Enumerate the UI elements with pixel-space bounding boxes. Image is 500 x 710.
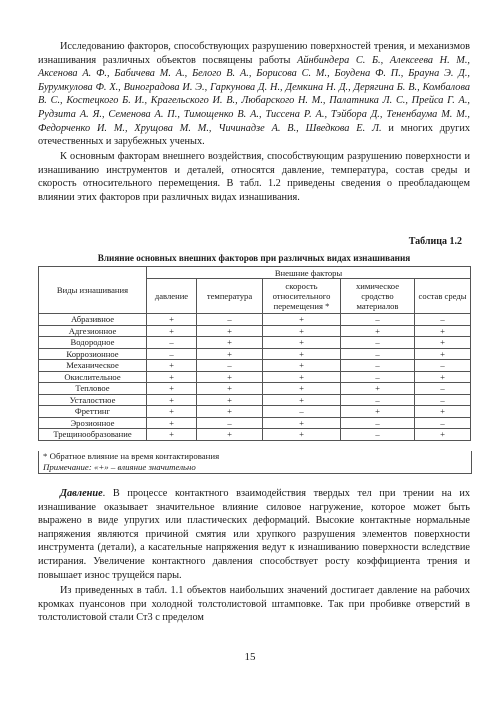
- factor-value-cell: +: [147, 371, 197, 383]
- column-header-factor: химическое сродство материалов: [341, 279, 415, 314]
- table-row: [39, 371, 471, 383]
- factor-value-cell: –: [415, 383, 471, 395]
- factor-value-cell: –: [415, 417, 471, 429]
- factor-value-cell: –: [415, 394, 471, 406]
- factor-value-cell: +: [415, 325, 471, 337]
- pressure-text: . В процессе контактного взаимодействия твердых тел при трении на их изнашивание оказывает значительное влияние силовое нагружение, которое может быть выражено в виде упругих или пластических деформаций. Высокие контактные нормальные напряжения являются причиной смятия или хрупкого разрушения элементов поверхности инструмента (детали), а касательные напряжения ведут к изнашиванию поверхности вследствие истирания. Увеличение контактного давления способствует росту коэффициента трения и повышает износ трущейся пары.: [38, 488, 470, 581]
- factor-value-cell: –: [341, 314, 415, 326]
- wear-type-cell: Усталостное: [39, 394, 147, 406]
- table-row: [39, 314, 471, 326]
- wear-type-cell: Тепловое: [39, 383, 147, 395]
- paragraph-factors: [38, 150, 470, 204]
- factor-value-cell: +: [263, 429, 341, 441]
- column-header-factor: температура: [197, 279, 263, 314]
- factor-value-cell: +: [415, 429, 471, 441]
- factor-value-cell: +: [147, 314, 197, 326]
- factor-value-cell: +: [147, 360, 197, 372]
- table-row: [39, 429, 471, 441]
- wear-type-cell: Механическое: [39, 360, 147, 372]
- table-row: [39, 348, 471, 360]
- table-footnote: * Обратное влияние на время контактирования: [43, 451, 220, 461]
- wear-type-cell: Абразивное: [39, 314, 147, 326]
- factor-value-cell: –: [341, 337, 415, 349]
- factor-value-cell: +: [341, 383, 415, 395]
- factor-value-cell: –: [341, 417, 415, 429]
- table-row: [39, 325, 471, 337]
- factor-value-cell: +: [197, 429, 263, 441]
- wear-type-cell: Фреттинг: [39, 406, 147, 418]
- paragraph-intro: [38, 40, 470, 149]
- factor-value-cell: –: [341, 394, 415, 406]
- factor-value-cell: +: [197, 394, 263, 406]
- factor-value-cell: –: [263, 406, 341, 418]
- factor-value-cell: –: [147, 348, 197, 360]
- table-row: [39, 383, 471, 395]
- factor-value-cell: –: [415, 314, 471, 326]
- factor-value-cell: +: [147, 429, 197, 441]
- wear-type-cell: Коррозионное: [39, 348, 147, 360]
- table-row: [39, 360, 471, 372]
- factor-value-cell: +: [147, 325, 197, 337]
- factor-value-cell: +: [197, 383, 263, 395]
- factor-value-cell: –: [415, 360, 471, 372]
- page-number: 15: [244, 651, 256, 663]
- wear-type-cell: Адгезионное: [39, 325, 147, 337]
- table-caption: Таблица 1.2: [408, 236, 462, 247]
- factor-value-cell: –: [341, 348, 415, 360]
- factor-value-cell: +: [147, 383, 197, 395]
- factors-text: К основным факторам внешнего воздействия, способствующим разрушению поверхности и изнашиванию инструментов и деталей, относятся давление, температура, состав среды и скорость относительного перемещения. В табл. 1.2 приведены сведения о преобладающем влиянии этих факторов при различных видах изнашивания.: [38, 151, 470, 203]
- factor-value-cell: –: [197, 360, 263, 372]
- wear-factors-table: [38, 266, 471, 441]
- factor-value-cell: +: [263, 348, 341, 360]
- wear-type-cell: Трещинообразование: [39, 429, 147, 441]
- factor-value-cell: +: [415, 406, 471, 418]
- factor-value-cell: +: [263, 383, 341, 395]
- punching-text: Из приведенных в табл. 1.1 объектов наибольших значений достигает давление на рабочих кромках пуансонов при холодной толстолистовой штамповке. Так при пробивке отверстий в толстолистовой стали Ст3 с пределом: [38, 585, 470, 624]
- authors-list: Айнбиндера С. Б., Алексеева Н. М., Аксенова А. Ф., Бабичева М. А., Белого В. А., Борисова С. М., Боудена Ф. П., Брауна Э. Д., Бурумкулова Ф. Х., Виноградова И. Э., Гаркунова Д. Н., Демкина Н. Д., Дерягина Б. В., Комбалова В. С., Костецкого Б. И., Крагельского И. В., Любарского Н. М., Палатника Л. С., Прейса Г. А., Рудзита А. Я., Семенова А. П., Тимощенко В. А., Тиссена Р. А., Тэйбора Д., Тененбаума М. М., Федорченко И. М., Хрущова М. М., Чичинадзе А. В., Шведкова Е. Л.: [38, 54, 471, 134]
- wear-type-cell: Окислительное: [39, 371, 147, 383]
- paragraph-punching: [38, 584, 470, 625]
- factor-value-cell: –: [341, 371, 415, 383]
- factor-value-cell: +: [197, 348, 263, 360]
- table-row: [39, 337, 471, 349]
- table-title: Влияние основных внешних факторов при различных видах изнашивания: [97, 253, 411, 263]
- wear-type-cell: Эрозионное: [39, 417, 147, 429]
- factor-value-cell: –: [341, 360, 415, 372]
- paragraph-pressure: [38, 487, 470, 582]
- factor-value-cell: +: [197, 337, 263, 349]
- table-row: [39, 406, 471, 418]
- pressure-heading: Давление: [60, 488, 103, 499]
- factor-value-cell: +: [263, 394, 341, 406]
- factor-value-cell: +: [415, 371, 471, 383]
- wear-type-cell: Водородное: [39, 337, 147, 349]
- intro-lead: Исследованию факторов, способствующих разрушению поверхностей трения, и механизмов изнашивания различных объектов посвящены работы: [38, 41, 470, 66]
- factor-value-cell: +: [341, 406, 415, 418]
- factor-value-cell: +: [415, 348, 471, 360]
- factor-value-cell: +: [263, 417, 341, 429]
- factor-value-cell: +: [147, 406, 197, 418]
- factor-value-cell: +: [147, 417, 197, 429]
- factor-value-cell: +: [197, 371, 263, 383]
- factor-value-cell: +: [263, 314, 341, 326]
- column-header-factor: давление: [147, 279, 197, 314]
- note-text: «+» – влияние значительно: [91, 461, 196, 472]
- factor-value-cell: +: [263, 337, 341, 349]
- factor-value-cell: +: [263, 371, 341, 383]
- table-row: [39, 394, 471, 406]
- factor-value-cell: +: [263, 325, 341, 337]
- intro-tail: и многих других отечественных и зарубежных ученых.: [38, 122, 471, 148]
- factor-value-cell: +: [341, 325, 415, 337]
- column-header-factor: скорость относительного перемещения *: [263, 279, 341, 314]
- note-label: Примечание:: [43, 461, 92, 472]
- factor-value-cell: +: [147, 394, 197, 406]
- factor-value-cell: –: [147, 337, 197, 349]
- column-group-header: Внешние факторы: [147, 267, 471, 279]
- column-header-factor: состав среды: [415, 279, 471, 314]
- factor-value-cell: –: [341, 429, 415, 441]
- factor-value-cell: +: [197, 325, 263, 337]
- column-header-wear-type: Виды изнашивания: [39, 267, 147, 314]
- table-footnote-block: [38, 451, 472, 474]
- factor-value-cell: +: [197, 406, 263, 418]
- factor-value-cell: +: [415, 337, 471, 349]
- factor-value-cell: +: [263, 360, 341, 372]
- table-note: [43, 462, 471, 473]
- factor-value-cell: –: [197, 314, 263, 326]
- table-row: [39, 417, 471, 429]
- factor-value-cell: –: [197, 417, 263, 429]
